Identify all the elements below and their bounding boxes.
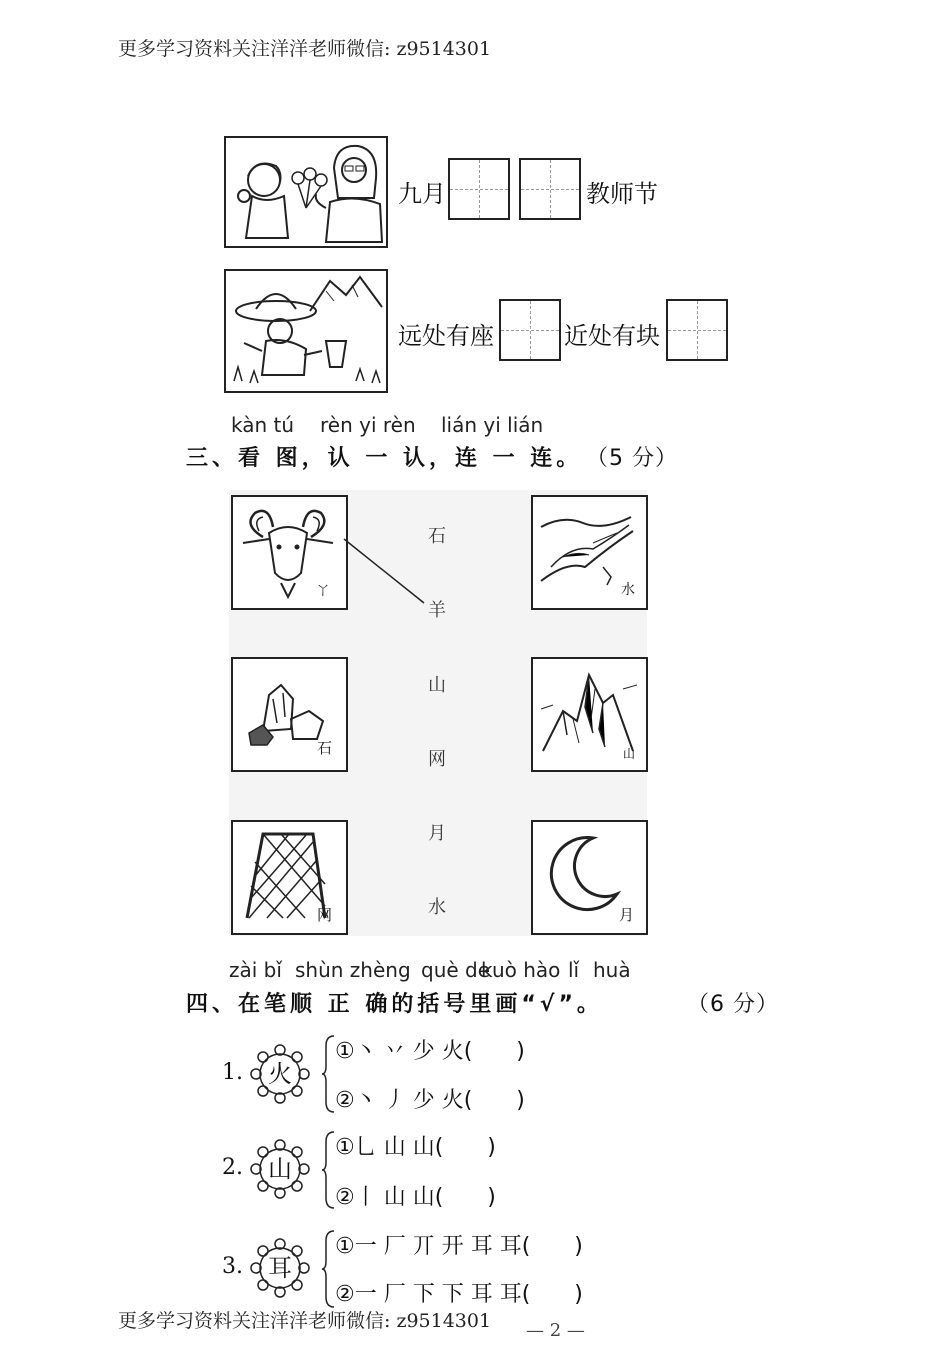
section4-score: （6 分） (687, 992, 779, 1017)
row1-suffix: 教师节 (586, 180, 658, 208)
match-char-goat[interactable]: 羊 (428, 600, 446, 621)
match-char-moon[interactable]: 月 (428, 823, 446, 844)
section3-title: 三、看 图，认 一 认，连 一 连。 (186, 446, 583, 471)
s4-pinyin-1: zài bǐ (229, 958, 282, 982)
brace-icon (322, 1034, 336, 1114)
header-watermark: 更多学习资料关注洋洋老师微信: z9514301 (118, 38, 492, 60)
footer-watermark: 更多学习资料关注洋洋老师微信: z9514301 (118, 1310, 492, 1332)
question-char: 火 (268, 1060, 292, 1088)
option-1a[interactable]: ①丶 丷 少 火( ) (335, 1039, 525, 1064)
river-picture[interactable] (531, 495, 648, 610)
s3-pinyin-3: lián yi lián (441, 413, 544, 437)
net-glyph: 网 (317, 906, 333, 924)
option-2b[interactable]: ②丨 山 山( ) (335, 1185, 496, 1210)
river-glyph: 水 (621, 582, 635, 598)
question-number: 3. (222, 1254, 243, 1279)
option-2a[interactable]: ①乚 山 山( ) (335, 1135, 496, 1160)
brace-icon (322, 1229, 336, 1309)
match-char-stone[interactable]: 石 (428, 526, 446, 547)
match-char-net[interactable]: 网 (428, 749, 446, 770)
goat-glyph: ㄚ (315, 580, 332, 599)
s3-pinyin-2: rèn yi rèn (320, 413, 416, 437)
mountain-glyph: 山 (623, 747, 636, 761)
row1-prefix: 九月 (398, 180, 446, 208)
question-number: 1. (222, 1060, 243, 1085)
section4-title: 四、在笔顺 正 确的括号里画“√”。 (186, 992, 603, 1017)
row2-part1: 远处有座 (398, 322, 494, 350)
page-number: — 2 — (526, 1320, 585, 1341)
option-3a[interactable]: ①一 厂 丌 开 耳 耳( ) (335, 1234, 583, 1259)
s4-pinyin-2: shùn zhèng (295, 958, 411, 982)
option-1b[interactable]: ②丶 丿 少 火( ) (335, 1088, 525, 1113)
s4-pinyin-4: kuò hào (481, 958, 561, 982)
match-char-water[interactable]: 水 (428, 897, 446, 918)
question-char: 山 (268, 1155, 292, 1183)
question-number: 2. (222, 1155, 243, 1180)
question-char: 耳 (268, 1254, 292, 1282)
s4-pinyin-3: què de (421, 958, 491, 982)
s4-pinyin-6: huà (593, 958, 631, 982)
s3-pinyin-1: kàn tú (231, 413, 295, 437)
mountain-picture[interactable] (531, 657, 648, 772)
brace-icon (322, 1130, 336, 1210)
row2-part2: 近处有块 (564, 322, 660, 350)
moon-glyph: 月 (619, 906, 635, 924)
option-3b[interactable]: ②一 厂 下 下 耳 耳( ) (335, 1282, 583, 1307)
match-char-mountain[interactable]: 山 (428, 675, 446, 696)
section3-score: （5 分） (586, 446, 678, 471)
moon-picture[interactable] (531, 820, 648, 935)
stone-glyph: 石 (317, 739, 333, 757)
s4-pinyin-5: lǐ (568, 958, 580, 982)
